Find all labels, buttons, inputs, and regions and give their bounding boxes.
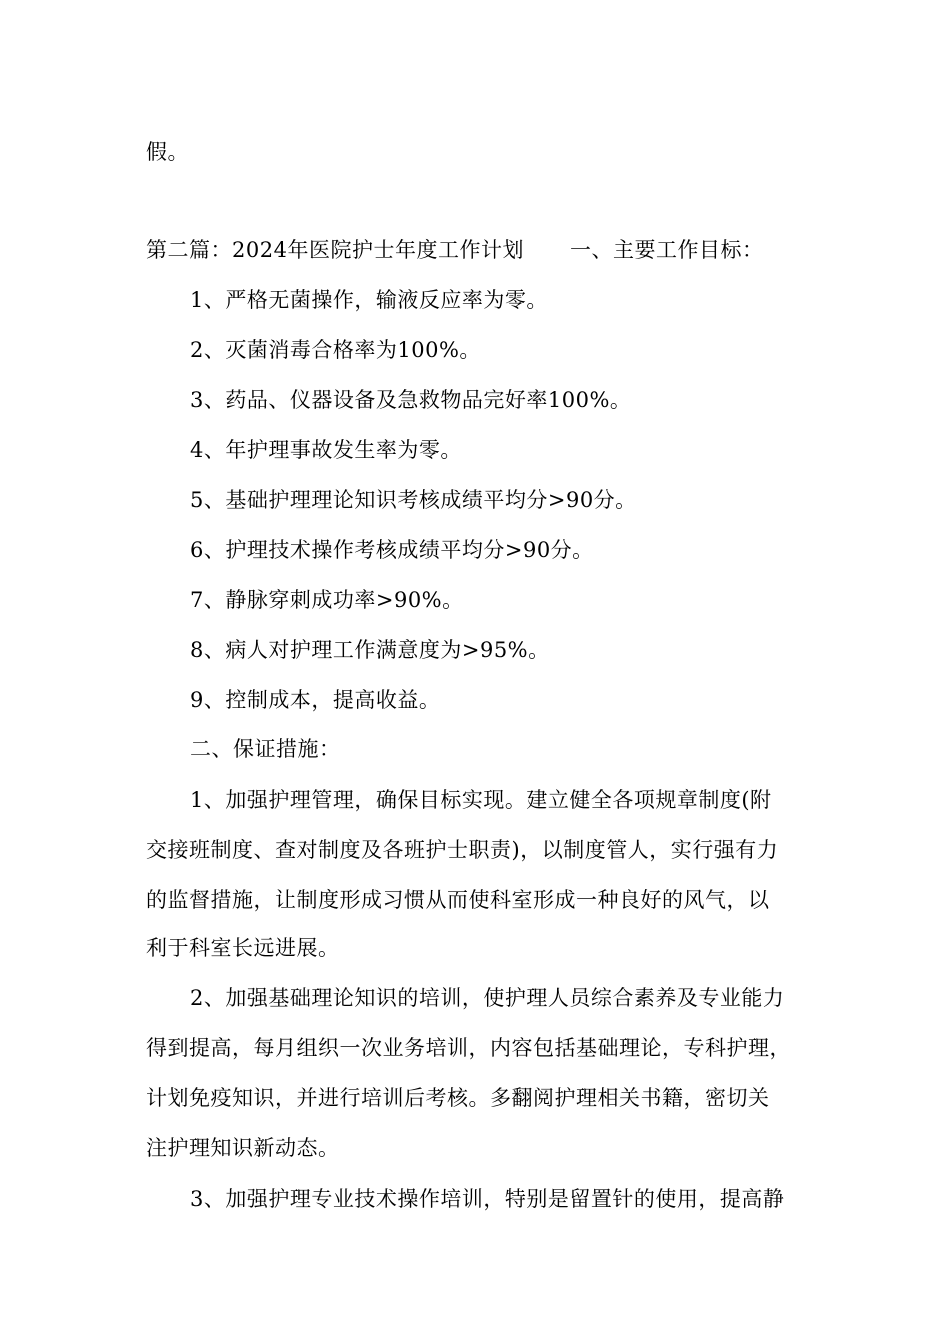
measure-2-line-1: 2、加强基础理论知识的培训，使护理人员综合素养及专业能力 [190,986,785,1010]
section-heading-measures: 二、保证措施： [190,737,341,761]
goal-item-4: 4、年护理事故发生率为零。 [190,438,462,462]
goal-item-2: 2、灭菌消毒合格率为100%。 [190,338,481,362]
goal-item-8: 8、病人对护理工作满意度为>95%。 [190,638,550,662]
text-line: 假。 [146,140,189,164]
measure-3-line-1: 3、加强护理专业技术操作培训，特别是留置针的使用，提高静 [190,1187,785,1211]
goal-item-7: 7、静脉穿刺成功率>90%。 [190,588,464,612]
goal-item-5: 5、基础护理理论知识考核成绩平均分>90分。 [190,488,637,512]
section-title [146,235,763,265]
measure-1-line-4: 利于科室长远进展。 [146,936,340,960]
goal-item-3: 3、药品、仪器设备及急救物品完好率100%。 [190,388,632,412]
section-title-main: 第二篇：2024年医院护士年度工作计划 [146,238,524,262]
measure-2-line-2: 得到提高，每月组织一次业务培训，内容包括基础理论，专科护理， [146,1036,791,1060]
goal-item-1: 1、严格无菌操作，输液反应率为零。 [190,288,548,312]
measure-2-line-4: 注护理知识新动态。 [146,1136,340,1160]
goal-item-9: 9、控制成本，提高收益。 [190,688,441,712]
goal-item-6: 6、护理技术操作考核成绩平均分>90分。 [190,538,594,562]
measure-1-line-2: 交接班制度、查对制度及各班护士职责)，以制度管人，实行强有力 [146,838,779,862]
section-title-sub: 一、主要工作目标： [569,238,764,262]
measure-1-line-1: 1、加强护理管理，确保目标实现。建立健全各项规章制度(附 [190,788,772,812]
measure-1-line-3: 的监督措施，让制度形成习惯从而使科室形成一种良好的风气，以 [146,888,770,912]
measure-2-line-3: 计划免疫知识，并进行培训后考核。多翻阅护理相关书籍，密切关 [146,1086,770,1110]
